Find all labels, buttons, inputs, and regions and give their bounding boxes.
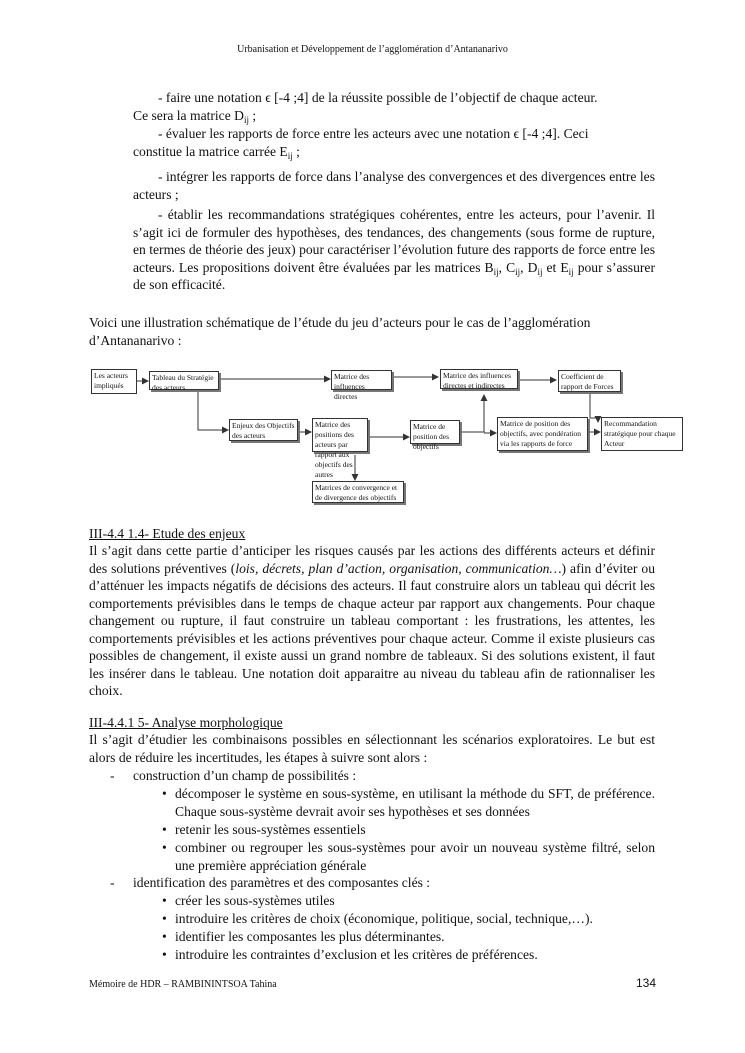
box-ponderation: Matrice de position des objectifs, avec pondération via les rapports de force xyxy=(497,417,588,451)
bullet-icon: • xyxy=(162,786,167,801)
box-influences-directes: Matrice des influences directes xyxy=(331,370,392,390)
box-coefficient-forces: Coefficient de rapport de Forces xyxy=(558,370,621,392)
bullet-icon: • xyxy=(162,947,167,962)
arrow-coefficient-ponderation xyxy=(590,393,598,422)
step-matrice-e: constitue la matrice carrée $E_{ij}$ ; xyxy=(133,144,300,161)
page-number: 134 xyxy=(636,976,657,990)
bullet-retenir: retenir les sous-systèmes essentiels xyxy=(175,822,366,837)
bullet-icon: • xyxy=(162,929,167,944)
list-item-identification: identification des paramètres et des composantes clés : xyxy=(133,875,431,890)
dash-icon: - xyxy=(110,875,115,890)
box-positions-acteurs: Matrice des positions des acteurs par rapport aux objectifs des autres xyxy=(312,418,368,452)
bullet-combiner: combiner ou regrouper les sous-systèmes pour avoir un nouveau système filtré, selon une première appréciation générale xyxy=(175,840,655,873)
section-title-enjeux: III-4.4 1.4- Etude des enjeux xyxy=(89,526,246,541)
arrow-objectifs-indirectes xyxy=(460,395,484,432)
step-rapports-force: - évaluer les rapports de force entre les acteurs avec une notation ϵ [-4 ;4]. Ceci xyxy=(158,126,589,141)
bullet-contraintes: introduire les contraintes d’exclusion et les critères de préférences. xyxy=(175,947,538,962)
dash-icon: - xyxy=(110,768,115,783)
bullet-icon: • xyxy=(162,893,167,908)
footer-author: Mémoire de HDR – RAMBININTSOA Tahina xyxy=(89,979,277,990)
list-item-champ: construction d’un champ de possibilités : xyxy=(133,768,357,783)
step-recommandations: - établir les recommandations stratégiques cohérentes, entre les acteurs, pour l’avenir. Il s’agit ici de formuler des hypothèses, des tendances, des changements (sous forme de rupture, en termes de théorie des jeux) pour caractériser l’évolution future des rapports de force entre les acteurs. Les propositions doivent être évaluées par les matrices $B_{ij}$, $C_{ij}$, $D_{ij}$ et $E_{ij}$ pour s’assurer de son efficacité. xyxy=(133,207,655,292)
step-notation-objectif: - faire une notation ϵ [-4 ;4] de la réussite possible de l’objectif de chaque acteur. xyxy=(158,90,598,105)
section-title-morphologique: III-4.4.1 5- Analyse morphologique xyxy=(89,715,283,730)
bullet-criteres: introduire les critères de choix (économique, politique, social, technique,…). xyxy=(175,911,593,926)
step-matrice-d: Ce sera la matrice $D_{ij}$ ; xyxy=(133,108,257,125)
arrow-tableau-enjeux xyxy=(198,389,228,430)
box-position-objectifs: Matrice de position des objectifs xyxy=(410,420,460,444)
box-enjeux-objectifs: Enjeux des Objectifs des acteurs xyxy=(229,419,298,441)
section-morphologique-text: Il s’agit d’étudier les combinaisons possibles en sélectionnant les scénarios exploratoires. Le but est alors de réduire les incertitudes, les étapes à suivre sont alors : xyxy=(89,732,655,765)
box-influences-indirectes: Matrice des influences directes et indirectes xyxy=(440,369,518,389)
box-convergence: Matrices de convergence et de divergence des objectifs xyxy=(312,481,404,503)
bullet-icon: • xyxy=(162,840,167,855)
box-acteurs-impliques: Les acteurs impliqués xyxy=(91,369,137,394)
bullet-identifier: identifier les composantes les plus déterminantes. xyxy=(175,929,445,944)
section-enjeux-text: Il s’agit dans cette partie d’anticiper les risques causés par les actions des différents acteurs et définir des solutions préventives (lois, décrets, plan d’action, organisation, communication…) afin d’éviter ou d’atténuer les impacts négatifs de décisions des acteurs. Il faut construire alors un tableau qui décrit les comportements prévisibles dans le temps de chaque acteur par rapport aux changements. Pour chaque changement ou rupture, il faut construire un tableau comportant : les frustrations, les attentes, les comportements prévisibles et les actions préventives pour chaque acteur. Comme il existe plusieurs cas possibles de changement, il existe aussi un grand nombre de tableaux. Si des solutions existent, il faut les insérer dans le tableau. Une notation doit apparaitre au niveau du tableau afin de rationnaliser les choix. xyxy=(89,543,655,698)
box-recommandation: Recommandation stratégique pour chaque Acteur xyxy=(601,417,683,451)
step-integrer: - intégrer les rapports de force dans l’analyse des convergences et des divergences entre les acteurs ; xyxy=(133,169,655,202)
bullet-creer: créer les sous-systèmes utiles xyxy=(175,893,335,908)
bullet-icon: • xyxy=(162,911,167,926)
bullet-icon: • xyxy=(162,822,167,837)
diagram-intro: Voici une illustration schématique de l’étude du jeu d’acteurs pour le cas de l’agglomération d’Antananarivo : xyxy=(89,315,591,348)
box-tableau-strategie: Tableau du Stratégie des acteurs xyxy=(149,371,219,390)
bullet-decomposer: décomposer le système en sous-système, en utilisant la méthode du SFT, de préférence. Chaque sous-système devrait avoir ses hypothèses et ses données xyxy=(175,786,655,819)
running-header: Urbanisation et Développement de l’agglomération d’Antananarivo xyxy=(237,44,508,55)
